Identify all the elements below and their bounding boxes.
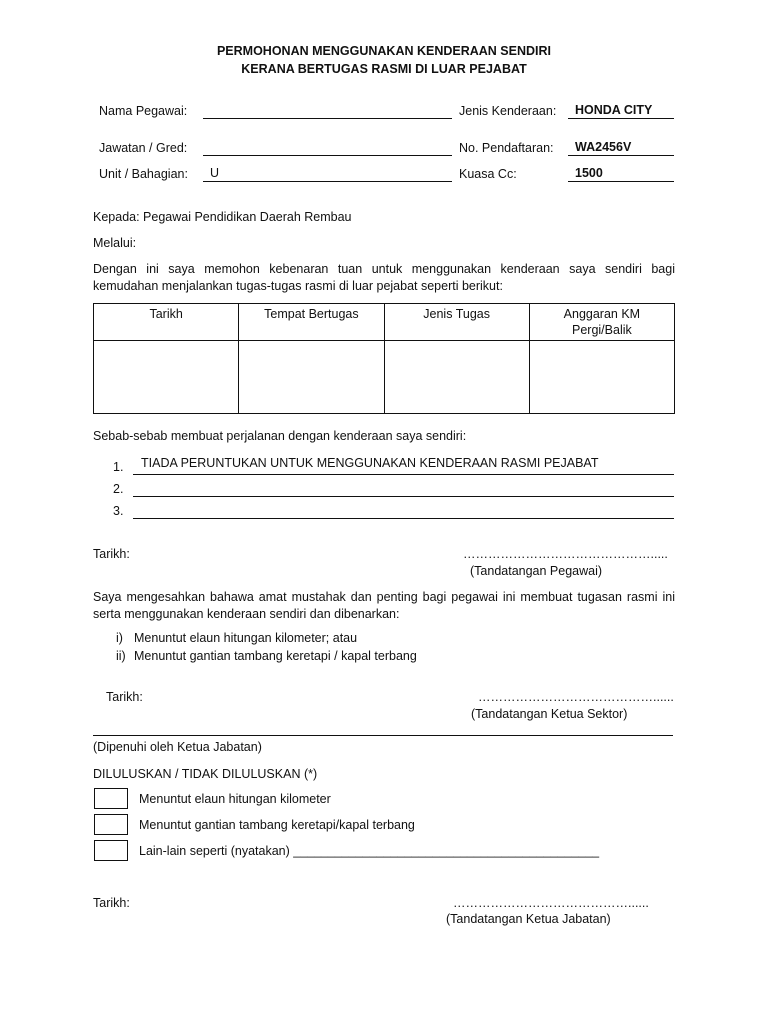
nama-pegawai-label: Nama Pegawai: [99,104,188,118]
option-checkbox-lain-lain[interactable] [94,840,128,861]
unit-bahagian-value: U [210,166,220,180]
melalui-line: Melalui: [93,236,137,250]
option-label-tambang: Menuntut gantian tambang keretapi/kapal terbang [139,818,415,832]
nama-pegawai-field[interactable] [203,118,452,119]
option-checkbox-kilometer[interactable] [94,788,128,809]
jenis-kenderaan-field[interactable] [568,103,674,119]
table-cell-anggaran[interactable] [529,341,674,414]
kuasa-cc-value: 1500 [575,166,603,180]
form-title-line1: PERMOHONAN MENGGUNAKAN KENDERAAN SENDIRI [216,44,552,58]
confirm-paragraph: Saya mengesahkan bahawa amat mustahak dan penting bagi pegawai ini membuat tugasan rasmi ini serta menggunakan kenderaan sendiri dan dibenarkan: [93,590,675,621]
option-label-lain-lain: Lain-lain seperti (nyatakan) ____________________________________________ [139,844,600,858]
table-header-anggaran: Anggaran KM Pergi/Balik [529,304,674,341]
request-paragraph: Dengan ini saya memohon kebenaran tuan untuk menggunakan kenderaan saya sendiri bagi kemudahan menjalankan tugas-tugas rasmi di luar pejabat seperti berikut: [93,262,675,293]
confirm-item-text: Menuntut elaun hitungan kilometer; atau [134,631,358,645]
pegawai-signature-caption: (Tandatangan Pegawai) [470,564,603,578]
no-pendaftaran-field[interactable] [568,140,674,156]
jenis-kenderaan-value: HONDA CITY [575,103,653,117]
option-checkbox-tambang[interactable] [94,814,128,835]
jabatan-signature-line[interactable]: ……………………………………...... [453,896,649,910]
kepada-line: Kepada: Pegawai Pendidikan Daerah Rembau [93,210,352,224]
kuasa-cc-label: Kuasa Cc: [459,167,517,181]
table-cell-tarikh[interactable] [94,341,239,414]
reason-number: 3. [113,504,124,518]
kuasa-cc-field[interactable] [568,166,674,182]
jabatan-tarikh-label: Tarikh: [93,896,130,910]
pegawai-signature-line[interactable]: ………………………………………..... [463,547,668,561]
jawatan-gred-field[interactable] [203,155,452,156]
form-title-line2: KERANA BERTUGAS RASMI DI LUAR PEJABAT [241,62,527,76]
reasons-heading: Sebab-sebab membuat perjalanan dengan kenderaan saya sendiri: [93,429,467,443]
jabatan-signature-caption: (Tandatangan Ketua Jabatan) [446,912,611,926]
option-label-kilometer: Menuntut elaun hitungan kilometer [139,792,331,806]
pegawai-tarikh-label: Tarikh: [93,547,130,561]
table-cell-tempat[interactable] [239,341,384,414]
confirm-item-text: Menuntut gantian tambang keretapi / kapal terbang [134,649,417,663]
confirm-item-number: ii) [116,649,126,663]
sektor-signature-line[interactable]: ……………………………………...... [478,690,674,704]
table-header-tempat: Tempat Bertugas [239,304,384,341]
jenis-kenderaan-label: Jenis Kenderaan: [459,104,557,118]
confirm-item-number: i) [116,631,123,645]
no-pendaftaran-value: WA2456V [575,140,632,154]
reason-1-value: TIADA PERUNTUKAN UNTUK MENGGUNAKAN KENDERAAN RASMI PEJABAT [141,456,599,470]
section-divider [93,735,673,736]
no-pendaftaran-label: No. Pendaftaran: [459,141,554,155]
reason-1-field[interactable] [133,456,674,475]
jawatan-gred-label: Jawatan / Gred: [99,141,188,155]
table-header-jenis: Jenis Tugas [384,304,529,341]
reason-number: 1. [113,460,124,474]
sektor-signature-caption: (Tandatangan Ketua Sektor) [471,707,628,721]
reason-3-field[interactable] [133,518,674,519]
table-cell-jenis[interactable] [384,341,529,414]
unit-bahagian-field[interactable] [203,166,452,182]
table-header-tarikh: Tarikh [94,304,239,341]
sektor-tarikh-label: Tarikh: [106,690,143,704]
task-table [93,303,675,414]
unit-bahagian-label: Unit / Bahagian: [99,167,188,181]
filled-by-note: (Dipenuhi oleh Ketua Jabatan) [93,740,262,754]
reason-number: 2. [113,482,124,496]
approval-decision: DILULUSKAN / TIDAK DILULUSKAN (*) [93,767,318,781]
reason-2-field[interactable] [133,496,674,497]
